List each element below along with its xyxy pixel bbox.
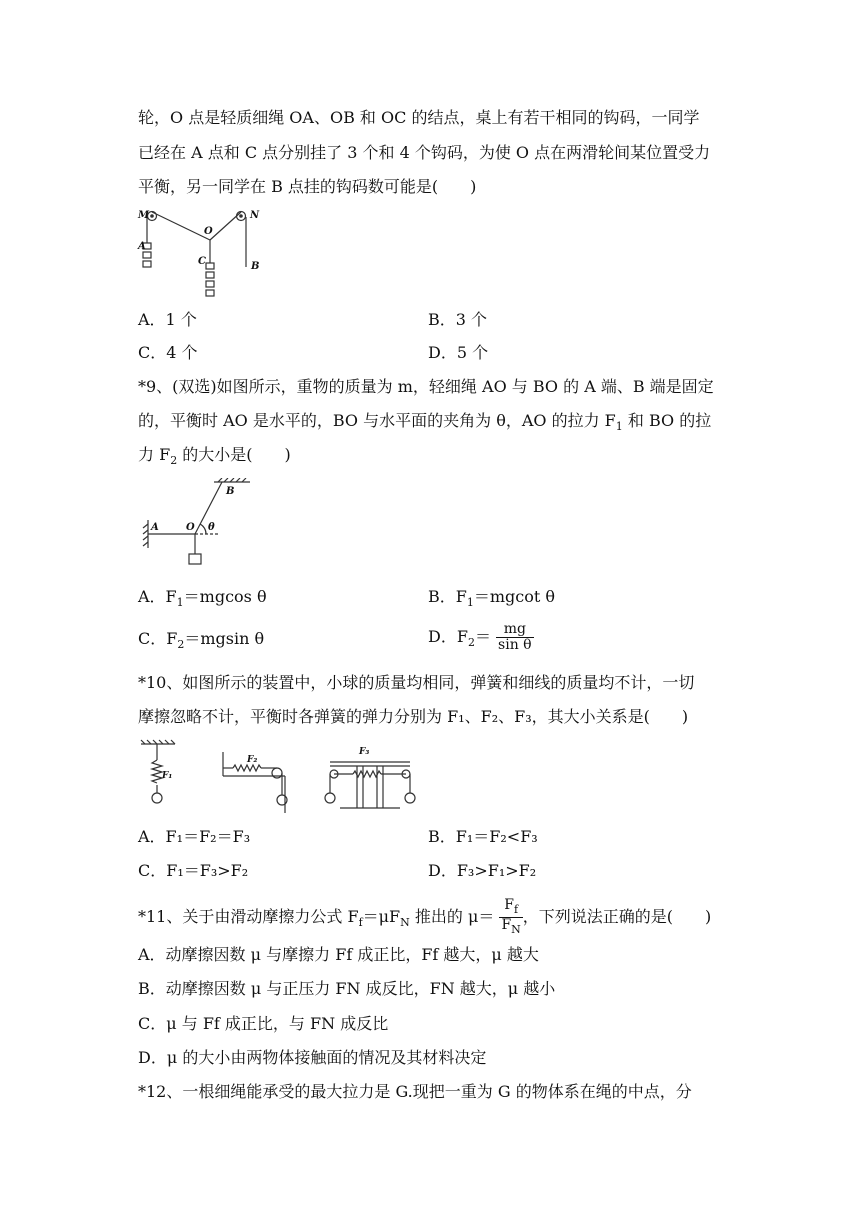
q9-line-2: 的，平衡时 AO 是水平的，BO 与水平面的夹角为 θ，AO 的拉力 $F_1$ 和 BO 的拉: [138, 411, 712, 434]
rope-angle-diagram: [140, 478, 280, 568]
spring-balls-diagram: [135, 738, 425, 813]
q10-line-1: *10、如图所示的装置中，小球的质量均相同，弹簧和细线的质量均不计，一切: [138, 673, 695, 692]
q9-option-c: C．$F_2=mgsin$ θ: [138, 629, 265, 652]
q8-line-1: 轮，O 点是轻质细绳 OA、OB 和 OC 的结点，桌上有若干相同的钩码，一同学: [138, 108, 700, 127]
pulley-hook-weights-diagram: [135, 205, 275, 305]
q10-option-a: A．F₁＝F₂＝F₃: [138, 827, 251, 846]
q9-option-a: A．$F_1=mgcos$ θ: [138, 587, 267, 610]
q10-line-2: 摩擦忽略不计，平衡时各弹簧的弹力分别为 F₁、F₂、F₃，其大小关系是( ): [138, 707, 689, 726]
q8-line-3: 平衡，另一同学在 B 点挂的钩码数可能是( ): [138, 177, 477, 196]
label-F2: F₂: [247, 755, 258, 765]
q11-option-b: B．动摩擦因数 μ 与正压力 FN 成反比，FN 越大，μ 越小: [138, 979, 556, 998]
q11-stem: *11、关于由滑动摩擦力公式 $F_f=\mu F_N$ 推出的 μ＝ $\frac{F_f}{F_N}$ ，下列说法正确的是( ): [138, 897, 712, 936]
fraction-ff-over-fn: $\frac{F_f}{F_N}$: [501, 897, 521, 936]
q8-option-a: A．1 个: [138, 310, 197, 329]
q12-line-1: *12、一根细绳能承受的最大拉力是 G.现把一重为 G 的物体系在绳的中点，分: [138, 1082, 692, 1101]
q8-option-d: D．5 个: [428, 343, 489, 362]
label-A: A: [151, 522, 159, 533]
q11-option-d: D．μ 的大小由两物体接触面的情况及其材料决定: [138, 1048, 487, 1067]
q11-option-a: A．动摩擦因数 μ 与摩擦力 Ff 成正比，Ff 越大，μ 越大: [138, 945, 539, 964]
q8-option-b: B．3 个: [428, 310, 488, 329]
label-theta: θ: [208, 522, 215, 533]
label-N: N: [250, 210, 260, 221]
label-M: M: [138, 210, 150, 221]
label-O: O: [186, 522, 195, 533]
q8-line-2: 已经在 A 点和 C 点分别挂了 3 个和 4 个钩码，为使 O 点在两滑轮间某位置受力: [138, 143, 711, 162]
q10-option-d: D．F₃>F₁>F₂: [428, 861, 537, 880]
label-O: O: [204, 226, 213, 237]
label-F1: F₁: [162, 771, 173, 781]
q9-line-3: 力 $F_2$ 的大小是( ): [138, 445, 291, 468]
label-F3: F₃: [359, 747, 370, 757]
q9-option-b: B．$F_1=mgcot$ θ: [428, 587, 556, 610]
q11-option-c: C．μ 与 Ff 成正比，与 FN 成反比: [138, 1014, 389, 1033]
q10-option-b: B．F₁＝F₂<F₃: [428, 827, 538, 846]
q9-option-d: D．$F_2=$ $\frac{mg}{\text{sin θ}}$: [428, 621, 532, 653]
label-A: A: [138, 241, 146, 252]
fraction-mg-over-sin-theta: $\frac{mg}{\text{sin θ}}$: [498, 621, 532, 653]
q8-option-c: C．4 个: [138, 343, 198, 362]
q10-option-c: C．F₁＝F₃>F₂: [138, 861, 249, 880]
label-C: C: [198, 256, 206, 267]
label-B: B: [251, 261, 260, 272]
label-B: B: [226, 486, 235, 497]
q9-line-1: *9、(双选)如图所示，重物的质量为 m，轻细绳 AO 与 BO 的 A 端、B 端是固定: [138, 377, 714, 396]
